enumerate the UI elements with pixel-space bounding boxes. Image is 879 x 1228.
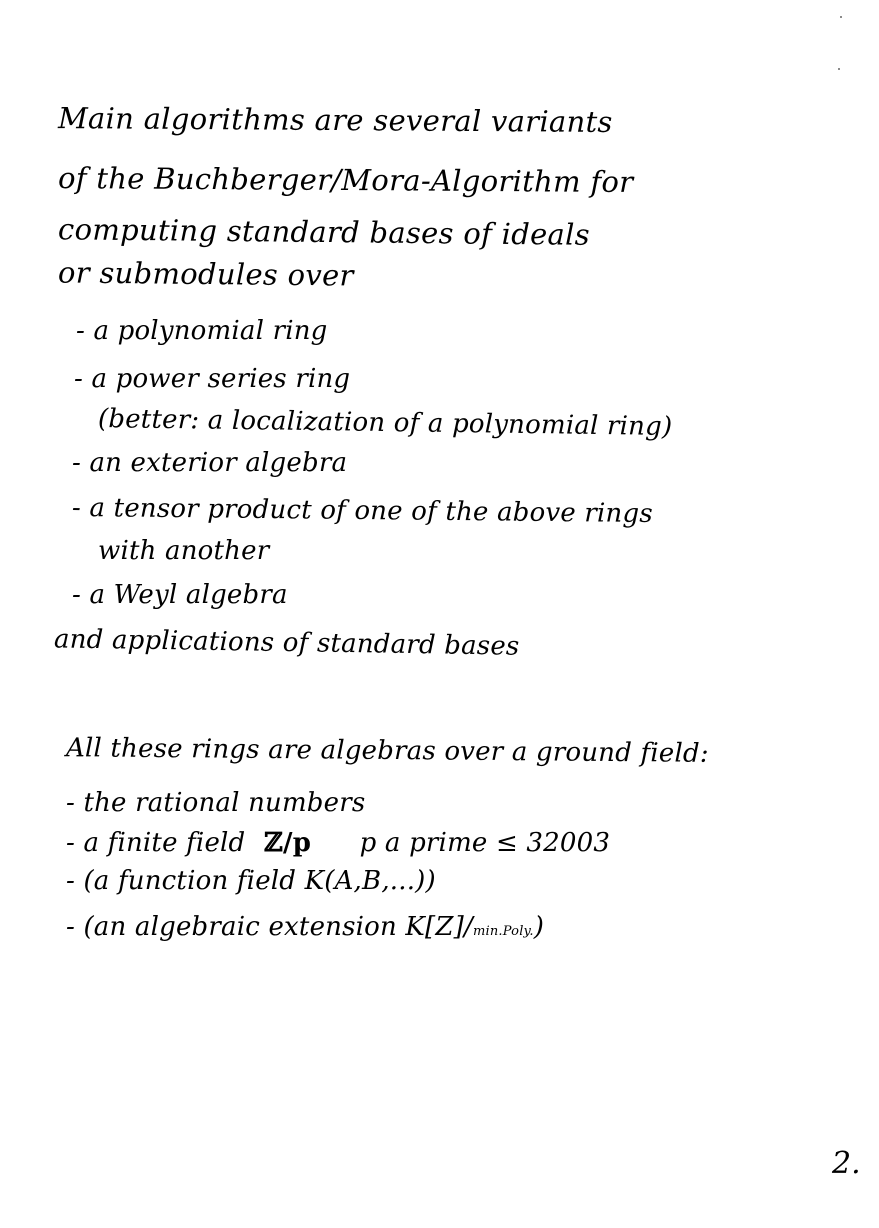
field-finite-note: p a prime ≤ 32003 [359,828,611,858]
field-rational: - the rational numbers [66,788,366,818]
field-algebraic-close: ) [533,912,545,942]
field-algebraic-extension [66,914,544,940]
field-algebraic-prefix: - (an algebraic extension K[Z]/ [66,912,473,942]
field-finite [66,830,610,856]
intro-line-3: computing standard bases of ideals [57,212,591,252]
field-function-field: - (a function field K(A,B,...)) [66,866,436,896]
ring-polynomial: - a polynomial ring [76,316,328,346]
scan-speck [838,68,840,70]
ring-tensor-product-cont: with another [98,536,270,566]
ring-weyl-algebra: - a Weyl algebra [72,580,288,610]
ring-power-series-note: (better: a localization of a polynomial ring) [97,403,673,443]
ring-exterior-algebra: - an exterior algebra [72,448,348,478]
applications-line: and applications of standard bases [53,624,520,662]
ring-tensor-product: - a tensor product of one of the above rings [71,492,654,530]
field-finite-prefix: - a finite field [66,828,246,858]
fields-intro-line: All these rings are algebras over a ground field: [65,733,709,769]
field-finite-symbol: ℤ/p [263,828,312,858]
field-algebraic-subscript: min.Poly. [472,924,534,939]
intro-line-4: or submodules over [57,255,354,293]
intro-line-2: of the Buchberger/Mora-Algorithm for [57,160,634,200]
scan-speck [840,16,842,18]
page-number: 2. [832,1146,861,1181]
ring-power-series: - a power series ring [74,364,351,394]
intro-line-1: Main algorithms are several variants [57,101,613,139]
